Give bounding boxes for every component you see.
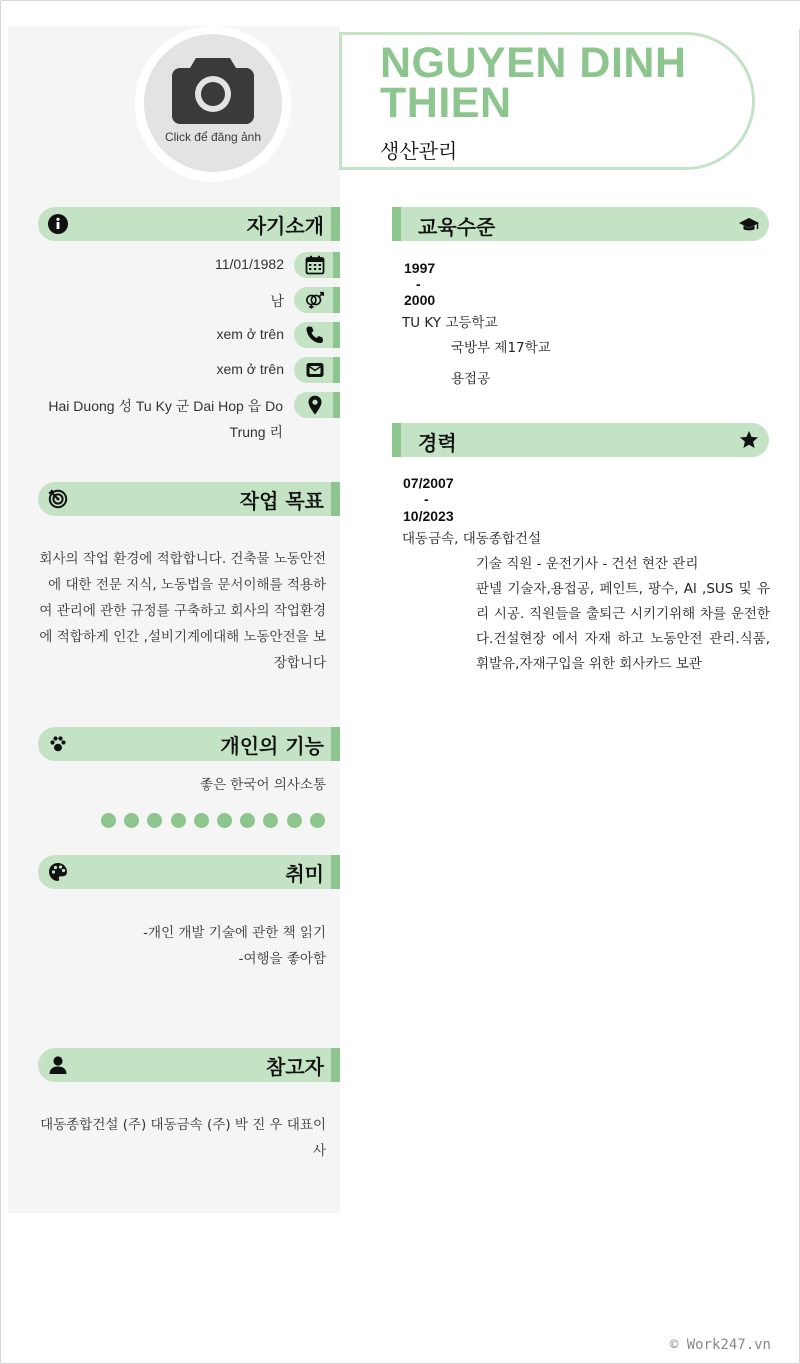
- name-box: [339, 32, 755, 170]
- experience-start-date: 07/2007: [403, 475, 454, 491]
- objective-title: 작업 목표: [239, 489, 324, 513]
- skill-rating-dot: [217, 813, 232, 828]
- icon-pill: [294, 287, 340, 313]
- info-icon: [48, 214, 68, 234]
- pill-accent: [333, 252, 340, 278]
- phone[interactable]: xem ở trên: [216, 326, 284, 342]
- pill-accent: [333, 287, 340, 313]
- skill-rating-dot: [124, 813, 139, 828]
- camera-icon: [172, 54, 254, 124]
- gender: 남: [270, 293, 284, 309]
- star-icon: [739, 430, 759, 450]
- school-name: TU KY 고등학교: [402, 315, 498, 331]
- header-accent-bar: [331, 1048, 340, 1082]
- birthdate-row: [38, 252, 340, 278]
- skill-rating-dot: [310, 813, 325, 828]
- hobby-item: -여행을 좋아함: [238, 951, 326, 967]
- skill-rating-dot: [263, 813, 278, 828]
- avatar[interactable]: [144, 34, 282, 172]
- job-title: 생산관리: [380, 139, 458, 163]
- objective-header: [38, 482, 340, 516]
- watermark: © Work247.vn: [669, 1337, 771, 1353]
- company-name: 대동금속, 대동종합건설: [402, 531, 541, 547]
- pill-accent: [333, 357, 340, 383]
- icon-pill: [294, 322, 340, 348]
- pill-accent: [333, 322, 340, 348]
- skill-rating-dot: [240, 813, 255, 828]
- full-name: NGUYEN DINH THIEN: [380, 39, 687, 127]
- skill-rating-dot: [171, 813, 186, 828]
- references-title: 참고자: [266, 1055, 324, 1079]
- icon-pill: [294, 252, 340, 278]
- education-date-dash: -: [416, 276, 421, 292]
- gender-row: [38, 287, 340, 313]
- top-strip: [340, 1, 800, 29]
- about-title: 자기소개: [246, 214, 324, 238]
- experience-title: 경력: [418, 431, 457, 455]
- job-description: 판넬 기술자,용접공, 페인트, 팡수, Al ,SUS 및 유리 시공. 직원들을 출퇴근 시키기위해 차를 운전한다.건설현장 에서 자재 하고 노동안전 관리.식품,휘발유,자재구입을 위한 회사카드 보관: [476, 581, 770, 672]
- pill-accent: [333, 392, 340, 418]
- calendar-icon: [305, 255, 325, 275]
- header-accent-bar: [331, 855, 340, 889]
- target-icon: [48, 489, 68, 509]
- address: Hai Duong 성 Tu Ky 군 Dai Hop 읍 Do Trung 리: [48, 398, 283, 440]
- phone-icon: [305, 325, 325, 345]
- education-major: 용접공: [451, 371, 491, 387]
- education-end-year: 2000: [404, 292, 436, 308]
- skills-title: 개인의 기능: [220, 734, 324, 758]
- skill-rating-dot: [101, 813, 116, 828]
- envelope-icon: [305, 360, 325, 380]
- hobbies-title: 취미: [285, 862, 324, 886]
- header-accent-bar: [331, 727, 340, 761]
- birthdate: 11/01/1982: [214, 256, 284, 272]
- skill-name: 좋은 한국어 의사소통: [200, 777, 326, 793]
- school-detail: 국방부 제17학교: [451, 340, 551, 356]
- education-start-year: 1997: [404, 260, 436, 276]
- header-accent-bar: [331, 207, 340, 241]
- phone-row: [38, 322, 340, 348]
- user-icon: [48, 1055, 68, 1075]
- email-row: [38, 357, 340, 383]
- gender-icon: [305, 290, 325, 310]
- experience-end-date: 10/2023: [403, 508, 454, 524]
- paw-icon: [48, 734, 68, 754]
- references-header: [38, 1048, 340, 1082]
- education-header: [392, 207, 769, 241]
- icon-pill: [294, 392, 340, 418]
- icon-pill: [294, 357, 340, 383]
- skill-rating-dot: [287, 813, 302, 828]
- skill-rating-dot: [194, 813, 209, 828]
- email[interactable]: xem ở trên: [216, 361, 284, 377]
- education-title: 교육수준: [418, 215, 496, 239]
- hobbies-header: [38, 855, 340, 889]
- hobby-item: -개인 개발 기술에 관한 책 읽기: [143, 925, 326, 941]
- palette-icon: [48, 862, 68, 882]
- experience-date-dash: -: [424, 491, 429, 507]
- map-pin-icon: [305, 395, 325, 415]
- header-accent-bar: [392, 423, 401, 457]
- position-title: 기술 직원 - 운전기사 - 건선 현잔 관리: [476, 556, 699, 572]
- skill-rating-dot: [147, 813, 162, 828]
- skills-header: [38, 727, 340, 761]
- header-accent-bar: [331, 482, 340, 516]
- references-text: 대동종합건설 (주) 대동금속 (주) 박 진 우 대표이사: [40, 1117, 326, 1159]
- header-accent-bar: [392, 207, 401, 241]
- objective-text: 회사의 작업 환경에 적합합니다. 건축물 노동안전에 대한 전문 지식, 노동법을 문서이해를 적용하여 관리에 관한 규정를 구축하고 회사의 작업환경에 적합하게 인간 ,설비기계에대해 노동안전을 보장합니다: [39, 551, 326, 671]
- about-header: [38, 207, 340, 241]
- experience-header: [392, 423, 769, 457]
- skill-rating: [101, 813, 326, 829]
- graduation-cap-icon: [739, 214, 759, 234]
- avatar-caption: Click để đăng ảnh: [164, 130, 262, 144]
